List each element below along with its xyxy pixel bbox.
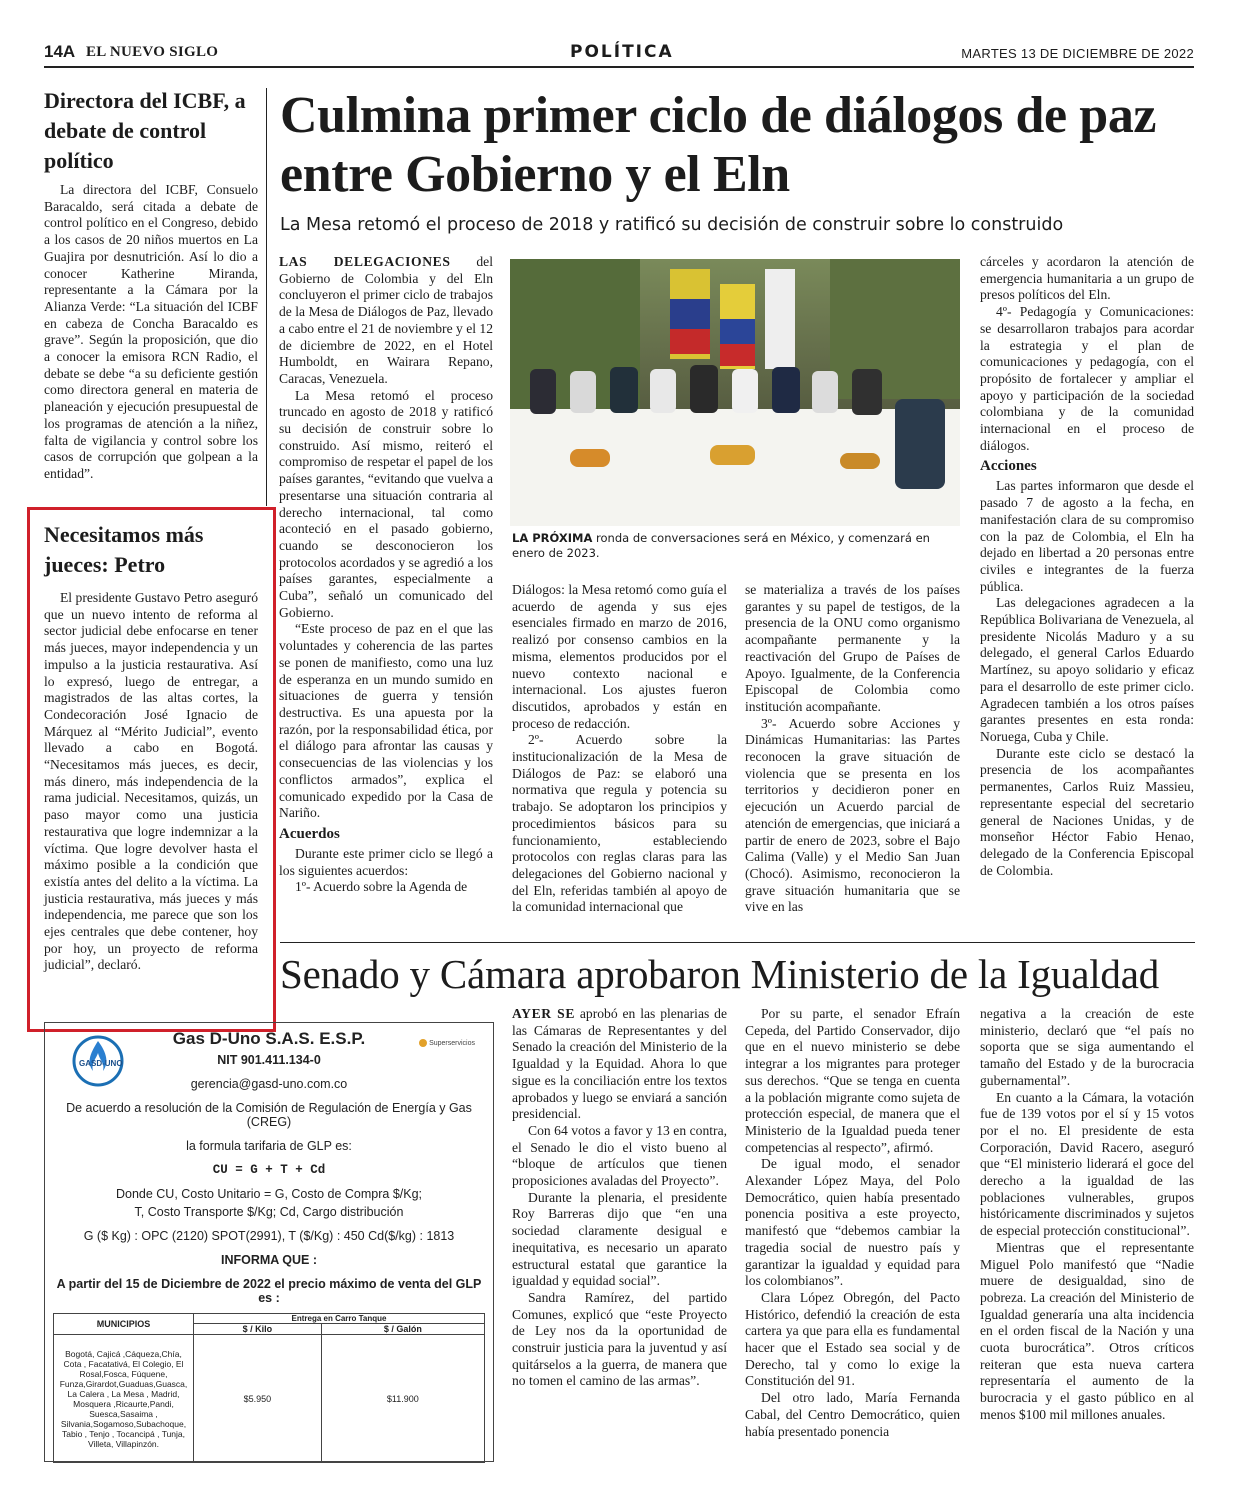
newspaper-name: EL NUEVO SIGLO bbox=[86, 44, 219, 60]
company-logo bbox=[63, 1033, 133, 1093]
main-col-2: Diálogos: la Mesa retomó como guía el acuerdo de agenda y sus ejes esenciales firmado en marzo de 2016, realizó por consenso cambios en la misma, elementos producidos por el nuevo contexto nacional e internacional. Los ajustes fueron discutidos, aprobados y están en proceso de redacción. 2º- Acuerdo sobre la institucionalización de la Mesa de Diálogos de Paz: se elaboró una normativa que regula y potencia su trabajo. Se adoptaron los principios y procedimientos básicos para su funcionamiento, estableciendo protocolos con reglas claras para las delegaciones del Gobierno nacional y del Eln, referidas también al apoyo de la comunidad internacional que bbox=[512, 582, 727, 915]
main-subheadline: La Mesa retomó el proceso de 2018 y ratificó su decisión de construir sobre lo construido bbox=[280, 215, 1064, 235]
main-headline: Culmina primer ciclo de diálogos de paz entre Gobierno y el Eln bbox=[280, 87, 1157, 203]
ad-definitions-1: Donde CU, Costo Unitario = G, Costo de Compra $/Kg; bbox=[115, 1187, 423, 1201]
supervisor-icon bbox=[419, 1039, 427, 1047]
photo-caption: LA PRÓXIMA ronda de conversaciones será en México, y comenzará en enero de 2023. bbox=[512, 531, 930, 560]
negotiation-table-photo bbox=[510, 259, 960, 526]
ad-formula-intro: la formula tarifaria de GLP es: bbox=[186, 1139, 352, 1153]
main-col-4: cárceles y acordaron la atención de emergencia humanitaria a un grupo de presos políticos del Eln. 4º- Pedagogía y Comunicaciones: se desarrollaron trabajos para acordar la estrategia y el plan de comunicaciones y pedagogía, con el propósito de fortalecer y ampliar el apoyo y participación de la sociedad colombiana y de la comunidad internacional en el proceso de diálogos. Acciones Las partes informaron que desde el pasado 7 de agosto a la fecha, en manifestación clara de su compromiso con la paz de Colombia, el Eln ha dejado en libertad a 20 personas entre civiles e integrantes de la fuerza pública. Las delegaciones agradecen a la República Bolivariana de Venezuela, al presidente Nicolás Maduro y a su delegado, el general Carlos Eduardo Martínez, su apoyo solidario y eficaz para el desarrollo de este primer ciclo. Agradecen también a los otros países garantes presentes en esta ronda: Noruega, Cuba y Chile. Durante este ciclo se destacó la presencia de los acompañantes permanentes, Carlos Ruiz Massieu, representante especial del secretario general de Naciones Unidas, y de monseñor Héctor Fabio Henao, delegado de la Conferencia Episcopal de Colombia. bbox=[980, 254, 1194, 878]
gas-advertisement bbox=[44, 1022, 494, 1462]
th-galon: $ / Galón bbox=[321, 1324, 484, 1335]
th-entrega: Entrega en Carro Tanque bbox=[194, 1314, 485, 1324]
side-story-icbf-body: La directora del ICBF, Consuelo Baracaldo, será citada a debate de control político en el Congreso, debido a los casos de 20 niños muertos en La Guajira por desnutrición. Así lo dio a conocer Katherine Miranda, representante a la Cámara por la Alianza Verde: “La situación del ICBF en cabeza de Concha Baracaldo es grave”. Según la proposición, que dio a conocer la emisora RCN Radio, el debate se debe “a su deficiente gestión como directora general en materia de planeación y ejecución presupuestal de los programas de atención a la niñez, falta de vigilancia y control sobre los casos de corrupción que golpean a la entidad”. bbox=[44, 182, 258, 481]
second-col-3: negativa a la creación de este ministerio, declaró que “el país no soporta que se siga aumentando el tamaño del Estado y de la burocracia gubernamental”. En cuanto a la Cámara, la votación fue de 139 votos por el sí y 15 votos por el no. El presidente de esta Corporación, David Racero, aseguró que “El ministerio liderará el goce del derecho a la igualdad de las poblaciones vulnerables, grupos históricamente discriminados y sujetos de especial protección constitucional”. Mientras que el representante Miguel Polo manifestó que “Nadie muere de desigualdad, sino de pobreza. La creación del Ministerio de Igualdad generaría una alta incidencia en el orden fiscal de la Nación y una cuota burocrática”. Otros críticos reiteran que esta nueva cartera representaría el aumento de la burocracia y el gasto público en al menos $100 mil millones anuales. bbox=[980, 1006, 1194, 1422]
second-col-1: AYER SE aprobó en las plenarias de las Cámaras de Representantes y del Senado la creación del Ministerio de la Igualdad y la Equidad. Ahora lo que sigue es la conciliación entre los textos aprobados y luego se enviará a sanción presidencial. Con 64 votos a favor y 13 en contra, el Senado le dio el visto bueno al “bloque de artículos que tienen proposiciones avaladas del Proyecto”. Durante la plenaria, el presidente Roy Barreras dijo que “en una sociedad claramente desigual e inequitativa, es necesario un aparato estructural estatal que garantice la igualdad y equidad social”. Sandra Ramírez, del partido Comunes, explicó que “este Proyecto de Ley nos da la oportunidad de construir justicia para la juventud y así quitárselos a la guerra, de manera que no tomen el camino de las armas”. bbox=[512, 1006, 727, 1389]
ad-formula: CU = G + T + Cd bbox=[212, 1163, 326, 1177]
side-story-petro bbox=[44, 520, 258, 974]
issue-date: MARTES 13 DE DICIEMBRE DE 2022 bbox=[961, 46, 1194, 61]
price-galon-cell: $11.900 bbox=[321, 1335, 484, 1463]
subhead-acuerdos: Acuerdos bbox=[279, 825, 340, 842]
price-kilo-cell: $5.950 bbox=[194, 1335, 322, 1463]
ad-price-intro: A partir del 15 de Diciembre de 2022 el precio máximo de venta del GLP es : bbox=[56, 1277, 482, 1305]
th-municipios: MUNICIPIOS bbox=[54, 1314, 194, 1335]
second-col-2: Por su parte, el senador Efraín Cepeda, del Partido Conservador, dijo que en el nuevo ministerio se debe integrar a los migrantes para proteger sus derechos. “Que se tenga en cuenta a la población migrante como sujeta de protección especial, de manera que el Ministerio de la Igualdad pueda tener competencias al respecto”, afirmó. De igual modo, el senador Alexander López Maya, del Polo Democrático, quien había presentado ponencia positiva a este proyecto, manifestó que “debemos cambiar la tragedia social de nuestro país y garantizar la igualdad y equidad para los colombianos”. Clara López Obregón, del Pacto Histórico, defendió la creación de esta cartera ya que para ella es fundamental hacer que el Estado sea social y de Derecho, tal y como lo exige la Constitución del 91. Del otro lado, María Fernanda Cabal, del Centro Democrático, quien había presentado ponencia bbox=[745, 1006, 960, 1439]
page-number: 14A bbox=[44, 42, 76, 61]
th-kilo: $ / Kilo bbox=[194, 1324, 322, 1335]
section-title: POLÍTICA bbox=[570, 42, 674, 62]
ad-nit: NIT 901.411.134-0 bbox=[217, 1053, 321, 1067]
municipios-cell: Bogotá, Cajicá ,Cáqueza,Chía, Cota , Facatativá, El Colegio, El Rosal,Fosca, Fúquene, Funza,Girardot,Guaduas,Guasca, La Calera , La Mesa , Madrid, Mosquera ,Ricaurte,Pandi, Suesca,Sasaima , Silvania,Sogamoso,Subachoque, Tabio , Tenjo , Tocancipá , Tunja, Villeta, Villapinzón. bbox=[54, 1335, 194, 1463]
side-story-icbf-title: Directora del ICBF, a debate de control político bbox=[44, 88, 246, 173]
side-story-petro-title: Necesitamos más jueces: Petro bbox=[44, 522, 204, 577]
main-photo bbox=[510, 259, 960, 526]
story-divider bbox=[280, 942, 1195, 943]
side-story-petro-body: El presidente Gustavo Petro aseguró que un nuevo intento de reforma al sector judicial debe enfocarse en tener más jueces, mayor independencia y un impulso a la justicia restaurativa. Así lo expresó, luego de entregar, a magistrados de las altas cortes, la Condecoración José Ignacio de Márquez al “Mérito Judicial”, evento llevado a cabo en Bogotá. “Necesitamos más jueces, es decir, más dinero, más independencia de la rama judicial. Necesitamos, quizás, un paso mayor como una justicia restaurativa que logre indemnizar a la víctima. Que logre devolver hasta el máximo posible a la condición que existía antes del delito a la víctima. La justicia restaurativa, más jueces y más independencia, me parece que son los ejes centrales que debe contener, hoy por hoy, un proyecto de reforma judicial”, declaró. bbox=[44, 590, 258, 973]
ad-creg-line: De acuerdo a resolución de la Comisión de Regulación de Energía y Gas (CREG) bbox=[66, 1101, 472, 1129]
ad-values: G ($ Kg) : OPC (2120) SPOT(2991), T ($/Kg) : 450 Cd($/kg) : 1813 bbox=[83, 1229, 455, 1243]
side-story-icbf bbox=[44, 86, 258, 483]
price-table bbox=[53, 1313, 485, 1463]
subhead-acciones: Acciones bbox=[980, 458, 1037, 475]
masthead-rule bbox=[44, 66, 1194, 68]
second-headline: Senado y Cámara aprobaron Ministerio de la Igualdad bbox=[280, 951, 1159, 997]
ad-informa: INFORMA QUE : bbox=[220, 1253, 318, 1267]
logo-text: GASD-UNO bbox=[79, 1059, 123, 1068]
main-col-1: LAS DELEGACIONES del Gobierno de Colombia y del Eln concluyeron el primer ciclo de trabajos de la Mesa de Diálogos de Paz, llevado a cabo entre el 21 de noviembre y el 12 de diciembre de 2022, en el Hotel Humboldt, en Wairara Repano, Caracas, Venezuela. La Mesa retomó el proceso truncado en agosto de 2018 y ratificó su decisión de construir sobre lo construido. Así mismo, reiteró el compromiso de respetar el papel de los países garantes, “evitando que vuelva a presentarse una situación contraria al derecho internacional, tal como aconteció en el pasado gobierno, cuando se desconocieron los protocolos acordados y se agredió a los países garantes, especialmente a Cuba”, señaló un comunicado del Gobierno. “Este proceso de paz en el que las voluntades y coherencia de las partes se ponen de manifiesto, como una luz de esperanza en un mundo sumido en situaciones de guerra y tensión destructiva. Es una apuesta por la razón, por la responsabilidad ética, por el diálogo para afrontar las causas y consecuencias de las violencias y los conflictos armados”, explica el comunicado expedido por la Casa de Nariño. Acuerdos Durante este primer ciclo se llegó a los siguientes acuerdos: 1º- Acuerdo sobre la Agenda de bbox=[279, 254, 494, 895]
column-divider bbox=[266, 88, 267, 506]
supervisor-logo: Superservicios bbox=[419, 1039, 475, 1047]
ad-company-name: Gas D-Uno S.A.S. E.S.P. bbox=[172, 1029, 366, 1048]
ad-definitions-2: T, Costo Transporte $/Kg; Cd, Cargo distribución bbox=[134, 1205, 404, 1219]
main-col-3: se materializa a través de los países garantes y su papel de testigos, de la presencia de la ONU como organismo acompañante permanente y la reactivación del Grupo de Países de Apoyo. Igualmente, de la Conferencia Episcopal de Colombia como institución acompañante. 3º- Acuerdo sobre Acciones y Dinámicas Humanitarias: las Partes reconocen la grave situación de violencia que se presenta en los territorios y decidieron poner en ejecución un Acuerdo parcial de atención de emergencias, que iniciará a partir de enero de 2023, sobre el Bajo Calima (Valle) y el Medio San Juan (Chocó). Asimismo, reconocieron la grave situación humanitaria que se vive en las bbox=[745, 582, 960, 915]
ad-email: gerencia@gasd-uno.com.co bbox=[190, 1077, 348, 1091]
